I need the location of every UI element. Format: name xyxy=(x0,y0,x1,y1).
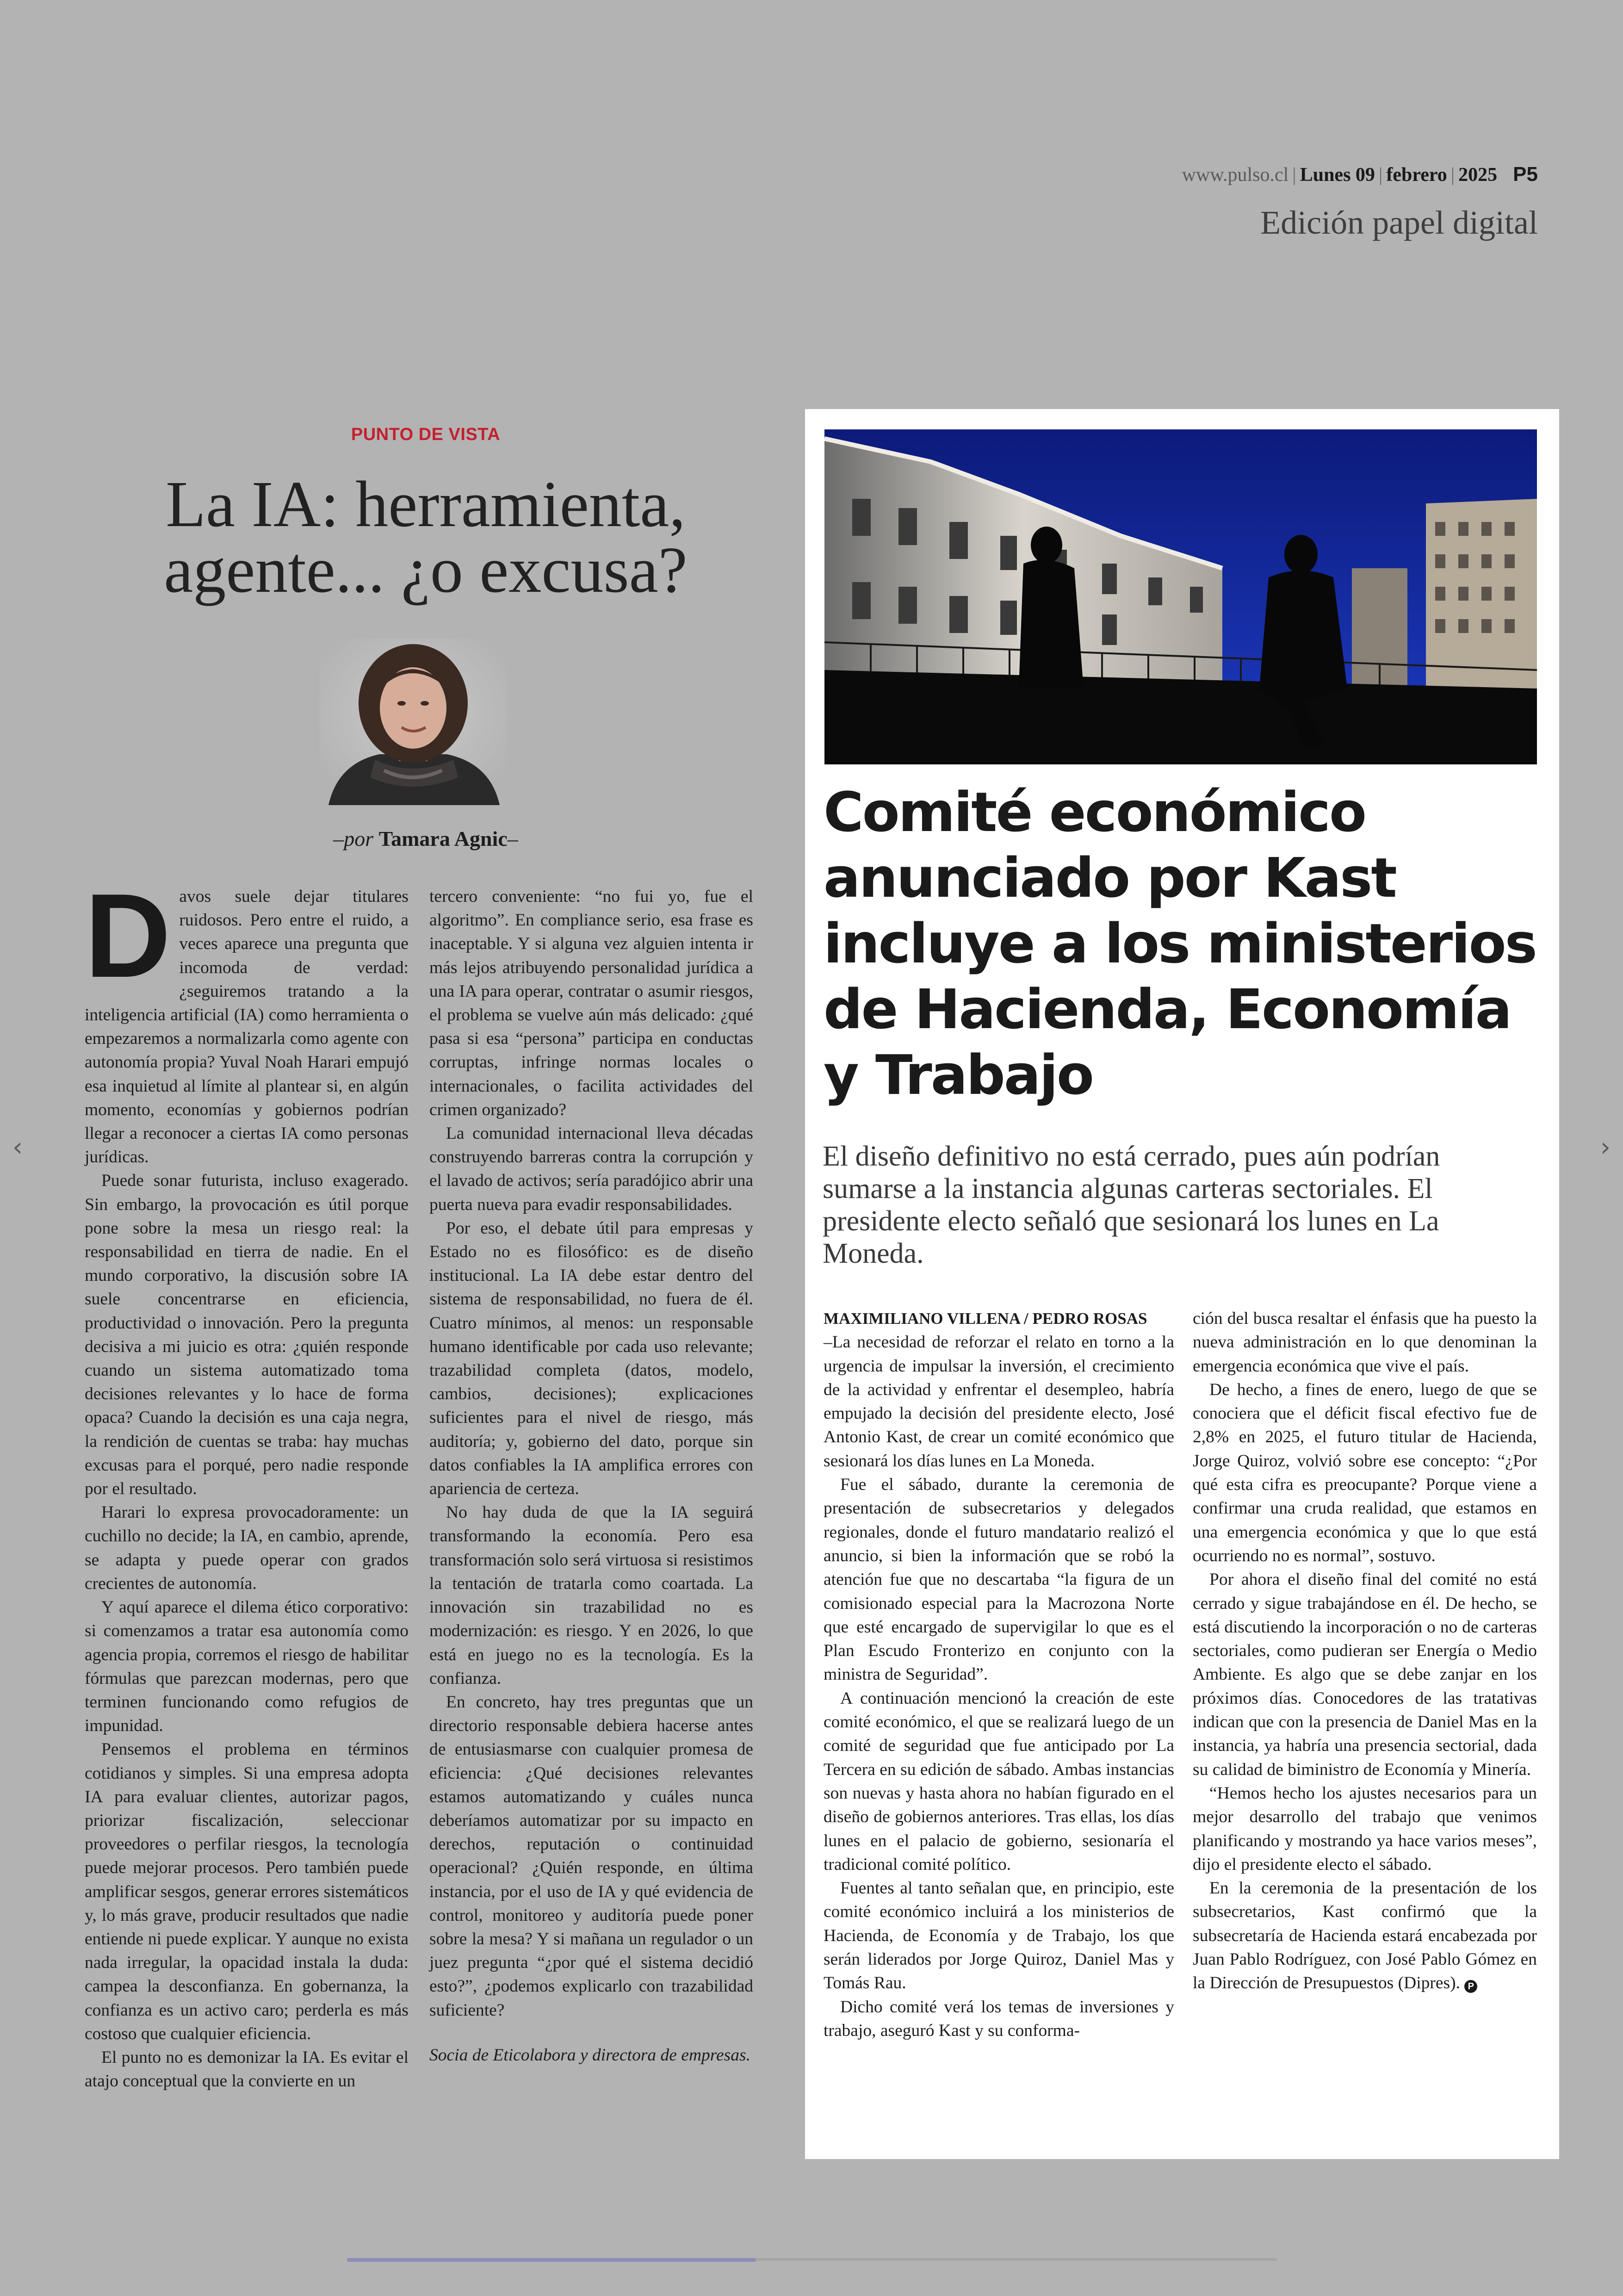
paragraph: ción del busca resaltar el énfasis que ha puesto la nueva administración en lo que denominan la emergencia económica que vive el país. xyxy=(1193,1309,1537,1376)
paragraph: En concreto, hay tres preguntas que un directorio responsable debiera hacerse antes de entusiasmarse con cualquier promesa de eficiencia: ¿Qué decisiones relevantes estamos automatizando y cuáles nunca deberíamos automatizar por su impacto en derechos, reputación o continuidad operacional? ¿Quién responde, en última instancia, por el uso de IA y qué evidencia de control, monitoreo y auditoría puede poner sobre la mesa? Y si mañana un regulador o un juez pregunta “¿por qué el sistema decidió esto?”, ¿podemos explicarlo con trazabilidad suficiente? xyxy=(429,1692,753,2020)
news-column-right xyxy=(1193,1307,1537,1995)
paragraph: En la ceremonia de la presentación de los subsecretarios, Kast confirmó que la subsecretaría de Hacienda estará encabezada por Juan Pablo Rodríguez, con José Pablo Gómez en la Dirección de Presupuestos (Dipres). P xyxy=(1193,1879,1537,1993)
opinion-column-right xyxy=(429,885,753,2067)
paragraph: Por eso, el debate útil para empresas y Estado no es filosófico: es de diseño institucional. La IA debe estar dentro del sistema de responsabilidad, no fuera de él. Cuatro mínimos, al menos: un responsable humano identificable por cada uso relevante; trazabilidad completa (datos, modelo, cambios, decisiones); explicaciones suficientes para el nivel de riesgo, más auditoría; y, gobierno del dato, porque sin datos confiables la IA amplifica errores con apariencia de certeza. xyxy=(429,1218,753,1499)
pulso-endmark-icon: P xyxy=(1464,1980,1477,1993)
header-day: Lunes 09 xyxy=(1300,164,1375,186)
header-separator: | xyxy=(1378,164,1383,186)
page-header-line xyxy=(1064,163,1538,186)
paragraph: De hecho, a fines de enero, luego de que se conociera que el déficit fiscal efectivo fue de 2,8% en 2025, el futuro titular de Hacienda, Jorge Quiroz, volvió sobre ese concepto: “¿Por qué esta cifra es preocupante? Porque viene a confirmar una cruda realidad, que estamos en una emergencia económica y que lo que está ocurriendo no es normal”, sostuvo. xyxy=(1193,1380,1537,1565)
paragraph: El punto no es demonizar la IA. Es evitar el atajo conceptual que la convierte en un xyxy=(85,2048,409,2091)
paragraph: Por ahora el diseño final del comité no está cerrado y sigue trabajándose en él. De hecho, se está discutiendo la incorporación o no de carteras sectoriales, como pudieran ser Energía o Medio Ambiente. Es algo que se debe zanjar en los próximos días. Conocedores de las tratativas indican que con la presencia de Daniel Mas en la instancia, ya habría una presencia sectorial, dada su calidad de biministro de Economía y Minería. xyxy=(1193,1570,1537,1779)
page-number: P5 xyxy=(1513,163,1538,186)
opinion-byline xyxy=(83,826,768,851)
paragraph: Puede sonar futurista, incluso exagerado. Sin embargo, la provocación es útil porque pone sobre la mesa un riesgo real: la responsabilidad en tierra de nadie. En el mundo corporativo, la discusión sobre IA suele concentrarse en eficiencia, productividad o innovación. Pero la pregunta decisiva a mi juicio es otra: ¿quién responde cuando un sistema automatizado toma decisiones relevantes y lo hace de forma opaca? Cuando la decisión es una caja negra, la rendición de cuentas se traba: hay muchas excusas para el porqué, pero nadie responde por el resultado. xyxy=(85,1171,409,1499)
header-separator: | xyxy=(1450,164,1455,186)
paragraph: No hay duda de que la IA seguirá transformando la economía. Pero esa transformación solo será virtuosa si resistimos la tentación de tratarla como coartada. La innovación sin trazabilidad no es modernización: es riesgo. Y en 2026, lo que está en juego no es la tecnología. Es la confianza. xyxy=(429,1503,753,1688)
paragraph: “Hemos hecho los ajustes necesarios para un mejor desarrollo del trabajo que venimos planificando y mostrando ya hace varios meses”, dijo el presidente electo el sábado. xyxy=(1193,1783,1537,1874)
paragraph: Fuentes al tanto señalan que, en principio, este comité económico incluirá a los ministerios de Hacienda, de Economía y de Trabajo, los que serán liderados por Jorge Quiroz, Daniel Mas y Tomás Rau. xyxy=(824,1879,1174,1993)
section-kicker: PUNTO DE VISTA xyxy=(351,425,501,444)
drop-cap: D xyxy=(85,869,171,1002)
paragraph: –La necesidad de reforzar el relato en torno a la urgencia de impulsar la inversión, el crecimiento de la actividad y enfrentar el desempleo, habría empujado la decisión del presidente electo, José Antonio Kast, de crear un comité económico que sesionará los días lunes en La Moneda. xyxy=(824,1333,1174,1471)
news-deck: El diseño definitivo no está cerrado, pues aún podrían sumarse a la instancia algunas carteras sectoriales. El presidente electo señaló que sesionará los lunes en La Moneda. xyxy=(823,1141,1440,1269)
opinion-title xyxy=(83,467,768,606)
paragraph: Y aquí aparece el dilema ético corporativo: si comenzamos a tratar esa autonomía como agencia propia, corremos el riesgo de habilitar fórmulas que parezcan modernas, pero que terminen funcionando como refugios de impunidad. xyxy=(85,1598,409,1736)
author-portrait xyxy=(319,639,507,805)
la-moneda-photo xyxy=(824,429,1537,764)
paragraph: Fue el sábado, durante la ceremonia de presentación de subsecretarios y delegados regionales, donde el futuro mandatario realizó el anuncio, si bien la información que se robó la atención fue que no descartaba “la figura de un comisionado especial para la Macrozona Norte que esté encargado de supervigilar lo que es el Plan Escudo Fronterizo en conjunto con la ministra de Seguridad”. xyxy=(824,1475,1174,1684)
reading-progress-fill xyxy=(347,2258,756,2262)
previous-page-icon[interactable]: ‹ xyxy=(12,1132,23,1162)
header-separator: | xyxy=(1292,164,1296,186)
byline-prefix: –por xyxy=(333,827,374,850)
news-column-left xyxy=(824,1307,1174,2042)
paragraph: tercero conveniente: “no fui yo, fue el algoritmo”. En compliance serio, esa frase es inaceptable. Y si alguna vez alguien intenta ir más lejos atribuyendo personalidad jurídica a una IA para operar, contratar o asumir riesgos, el problema se vuelve aún más delicado: ¿qué pasa si esa “persona” participa en conductas corruptas, infringe normas locales o internacionales, o facilita actividades del crimen organizado? xyxy=(429,887,753,1119)
next-page-icon[interactable]: › xyxy=(1600,1132,1611,1162)
header-month: febrero xyxy=(1386,164,1447,186)
paragraph: A continuación mencionó la creación de este comité económico, el que se realizará luego de un comité de seguridad que fue anticipado por La Tercera en su edición de sábado. Ambas instancias son nuevas y hasta ahora no habían figurado en el diseño de gobiernos anteriores. Tras ellas, los días lunes en el palacio de gobierno, sesionaría el tradicional comité político. xyxy=(824,1688,1174,1874)
author-signature: Socia de Eticolabora y directora de empresas. xyxy=(429,2045,750,2065)
news-headline: Comité económico anunciado por Kast incluye a los ministerios de Hacienda, Economía y Trabajo xyxy=(824,780,1536,1107)
paragraph: La comunidad internacional lleva décadas construyendo barreras contra la corrupción y el lavado de activos; sería paradójico abrir una puerta nueva para evadir responsabilidades. xyxy=(429,1124,753,1214)
header-year: 2025 xyxy=(1458,164,1498,186)
byline-suffix: – xyxy=(507,827,518,850)
opinion-title-line2: agente... ¿o excusa? xyxy=(164,533,688,606)
opinion-title-line1: La IA: herramienta, xyxy=(166,467,686,540)
byline-author: Tamara Agnic xyxy=(378,827,508,850)
paragraph: Davos suele dejar titulares ruidosos. Pero entre el ruido, a veces aparece una pregunta que incomoda de verdad: ¿seguiremos tratando a la inteligencia artificial (IA) como herramienta o empezaremos a normalizarla como agente con autonomía propia? Yuval Noah Harari empujó esa inquietud al límite al plantear si, en algún momento, economías y gobiernos podrían llegar a reconocer a ciertas IA como personas jurídicas. xyxy=(85,869,409,1167)
opinion-column-left xyxy=(85,869,409,2093)
edition-label: Edición papel digital xyxy=(1260,204,1538,241)
paragraph: Pensemos el problema en términos cotidianos y simples. Si una empresa adopta IA para evaluar clientes, autorizar pagos, priorizar fiscalización, seleccionar proveedores o perfilar riesgos, la tecnología puede mejorar procesos. Pero también puede amplificar sesgos, generar errores sistemáticos y, lo más grave, producir resultados que nadie entiende ni puede explicar. Y aunque no exista nada irregular, la opacidad instala la duda: campea la desconfianza. En gobernanza, la confianza es un activo caro; perderla es más costoso que cualquier eficiencia. xyxy=(85,1740,409,2043)
paragraph: Dicho comité verá los temas de inversiones y trabajo, aseguró Kast y su conforma- xyxy=(824,1997,1174,2040)
news-authors: MAXIMILIANO VILLENA / PEDRO ROSAS xyxy=(824,1309,1147,1328)
paragraph: Harari lo expresa provocadoramente: un cuchillo no decide; la IA, en cambio, aprende, se adapta y puede operar con grados crecientes de autonomía. xyxy=(85,1503,409,1593)
site-url[interactable]: www.pulso.cl xyxy=(1182,164,1289,186)
